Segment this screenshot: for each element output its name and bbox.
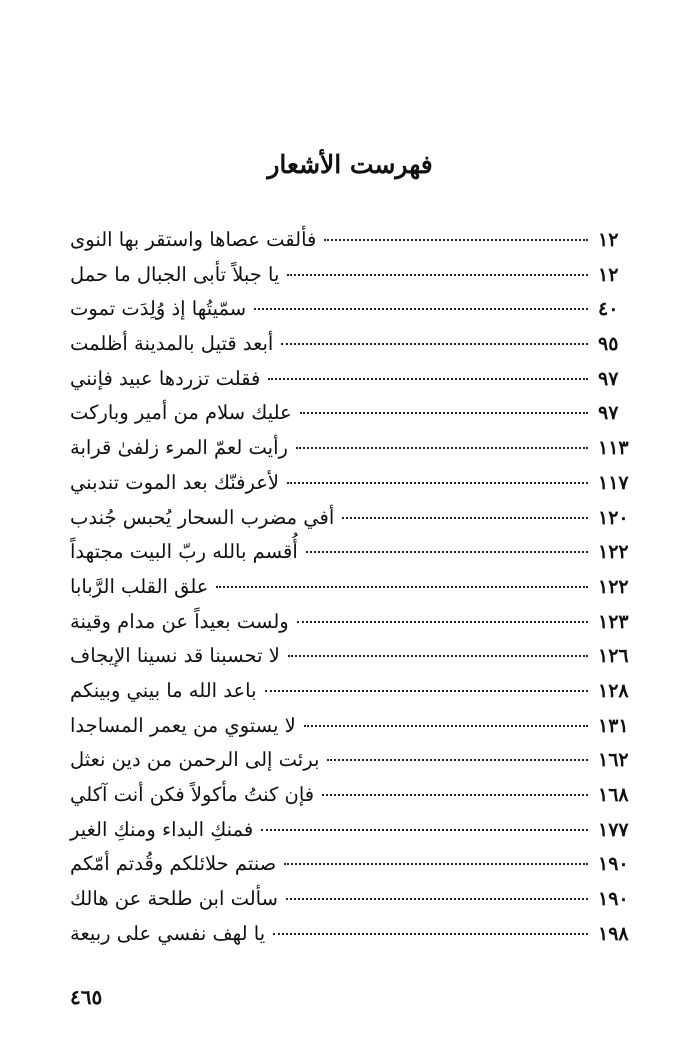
index-entry	[70, 783, 636, 818]
dot-leader	[284, 863, 588, 865]
page-number: ٤٦٥	[70, 985, 103, 1009]
page-reference: ١٢٣	[598, 610, 629, 633]
dot-leader	[254, 308, 588, 310]
page-reference: ٩٧	[598, 367, 619, 390]
verse-text: فمنكِ البداء ومنكِ الغير	[70, 817, 254, 841]
dot-leader	[273, 933, 588, 935]
index-entry	[70, 887, 636, 922]
verse-text: لأعرفنّك بعد الموت تندبني	[70, 470, 279, 494]
dot-leader	[281, 343, 588, 345]
index-entry	[70, 679, 636, 714]
verse-text: برئت إلى الرحمن من دين نعثل	[70, 748, 320, 772]
dot-leader	[265, 690, 589, 692]
verse-text: علق القلب الرَّبابا	[70, 574, 209, 598]
page-reference: ١٢٠	[598, 506, 629, 529]
verse-text: فقلت تزردها عبيد فإنني	[70, 366, 261, 390]
dot-leader	[342, 517, 588, 519]
verse-text: عليك سلام من أمير وباركت	[70, 401, 292, 425]
index-entry	[70, 540, 636, 575]
verse-text: أُقسم بالله ربّ البيت مجتهداً	[70, 540, 298, 564]
dot-leader	[216, 586, 588, 588]
dot-leader	[286, 898, 588, 900]
index-entry	[70, 297, 636, 332]
page-reference: ١٣١	[598, 714, 629, 737]
index-entry	[70, 332, 636, 367]
index-entry	[70, 263, 636, 298]
dot-leader	[306, 551, 588, 553]
index-entry	[70, 367, 636, 402]
verse-text: سمّيتُها إذ وُلِدَت تموت	[70, 297, 247, 321]
index-entry	[70, 506, 636, 541]
index-entry	[70, 748, 636, 783]
verse-text: ولست بعيداً عن مدام وقينة	[70, 609, 289, 633]
page-reference: ١٢٨	[598, 679, 629, 702]
dot-leader	[268, 378, 588, 380]
page-reference: ١١٣	[598, 437, 629, 460]
dot-leader	[287, 274, 588, 276]
verse-text: رأيت لعمّ المرء زلفىٰ قرابة	[70, 436, 288, 460]
dot-leader	[287, 482, 588, 484]
page-reference: ١٦٨	[598, 784, 629, 806]
index-entry	[70, 436, 636, 471]
verse-text: يا جبلاً تأبى الجبال ما حمل	[70, 262, 280, 286]
dot-leader	[296, 447, 588, 449]
verse-text: فألقت عصاها واستقر بها النوى	[70, 228, 317, 251]
verse-text: صنتم حلائلكم وقُدتم أمّكم	[70, 852, 277, 876]
verse-text: لا يستوي من يعمر المساجدا	[70, 713, 296, 737]
page-reference: ٤٠	[598, 298, 619, 321]
dot-leader	[322, 794, 588, 796]
verse-text: أبعد قتيل بالمدينة أظلمت	[70, 332, 274, 356]
index-entry	[70, 228, 636, 263]
page-reference: ١٩٠	[598, 853, 629, 876]
page-reference: ١٦٢	[598, 749, 629, 772]
index-list	[70, 228, 636, 956]
page-reference: ٩٧	[598, 402, 619, 425]
page-reference: ١٩٨	[598, 922, 629, 945]
page-reference: ١٢٢	[598, 541, 629, 564]
page-reference: ١٢٦	[598, 645, 629, 668]
dot-leader	[300, 412, 588, 414]
dot-leader	[327, 759, 588, 761]
index-entry	[70, 471, 636, 506]
verse-text: لا تحسبنا قد نسينا الإيجاف	[70, 644, 280, 668]
page-reference: ١٢٢	[598, 575, 629, 598]
dot-leader	[261, 829, 588, 831]
page-reference: ١٢	[598, 263, 619, 286]
page-reference: ١١٧	[598, 471, 629, 494]
verse-text: سألت ابن طلحة عن هالك	[70, 887, 278, 911]
dot-leader	[324, 239, 588, 241]
index-entry	[70, 922, 636, 957]
page-reference: ١٢	[598, 229, 619, 251]
index-entry	[70, 852, 636, 887]
verse-text: فإن كنتُ مأكولاً فكن أنت آكلي	[70, 783, 315, 806]
page-title: فهرست الأشعار	[267, 150, 433, 179]
page-reference: ١٧٧	[598, 818, 629, 841]
index-entry	[70, 714, 636, 749]
verse-text: أفي مضرب السحار يُحبس جُندب	[70, 505, 335, 529]
verse-text: يا لهف نفسي على ربيعة	[70, 921, 266, 945]
index-entry	[70, 401, 636, 436]
verse-text: باعد الله ما بيني وبينكم	[70, 678, 257, 702]
index-entry	[70, 818, 636, 853]
index-entry	[70, 575, 636, 610]
dot-leader	[288, 655, 588, 657]
dot-leader	[297, 621, 588, 623]
page-reference: ١٩٠	[598, 888, 629, 911]
dot-leader	[304, 725, 588, 727]
index-entry	[70, 644, 636, 679]
page-reference: ٩٥	[598, 333, 619, 356]
index-entry	[70, 610, 636, 645]
